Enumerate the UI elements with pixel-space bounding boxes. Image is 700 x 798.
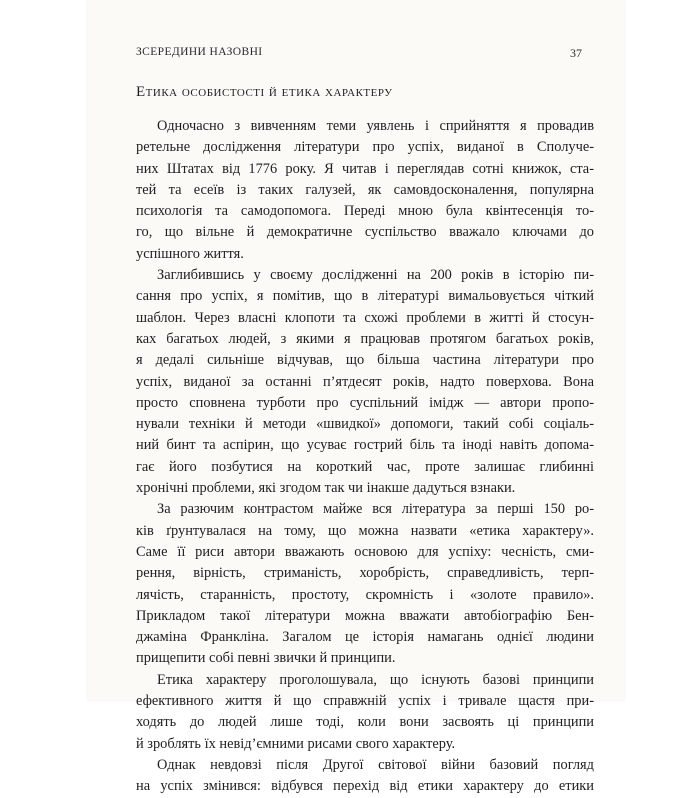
text-line: ний бинт та аспірин, що усуває гострий біль та іноді навіть допома- — [136, 437, 594, 454]
text-line: Заглибившись у своєму дослідженні на 200 років в історію пи- — [157, 267, 594, 284]
running-head — [136, 46, 582, 60]
text-line: За разючим контрастом майже вся література за перші 150 ро- — [157, 501, 594, 518]
text-line: ретельне дослідження літератури про успіх, виданої в Сполуче- — [136, 139, 594, 156]
text-line: ефективного життя й що справжній успіх і тривале щастя при- — [136, 693, 594, 710]
section-heading: Етика особистості й етика характеру — [136, 84, 393, 100]
text-line: них Штатах від 1776 року. Я читав і переглядав сотні книжок, ста- — [136, 160, 594, 177]
text-line: успішного життя. — [136, 245, 244, 262]
body-text — [136, 116, 594, 798]
text-line: прищепити собі певні звички й принципи. — [136, 650, 396, 667]
text-line: ках багатьох людей, з якими я працював протягом багатьох років, — [136, 330, 594, 347]
text-line: успіх, виданої за останні п’ятдесят років, надто поверхова. Вона — [136, 373, 594, 390]
running-head-title: ЗСЕРЕДИНИ НАЗОВНІ — [136, 46, 263, 58]
text-line: ходять до людей лише тоді, коли вони засвоять ці принципи — [136, 714, 594, 731]
text-line: Саме її риси автори вважають основою для успіху: чесність, сми- — [136, 543, 594, 560]
text-line: на успіх змінився: відбувся перехід від етики характеру до етики — [136, 778, 594, 795]
text-line: джаміна Франкліна. Загалом це історія намагань однієї людини — [136, 629, 594, 646]
text-line: рення, вірність, стриманість, хоробрість, справедливість, терп- — [136, 565, 594, 582]
text-line: нували техніки й методи «швидкої» допомоги, такий собі соціаль- — [136, 416, 594, 433]
text-line: й зроблять їх невід’ємними рисами свого характеру. — [136, 735, 456, 752]
text-line: Етика характеру проголошувала, що існують базові принципи — [157, 671, 594, 688]
page-number: 37 — [570, 46, 582, 60]
text-line: го, що вільне й демократичне суспільство вважало ключами до — [136, 224, 594, 241]
text-line: просто сповнена турботи про суспільний імідж — автори пропо- — [136, 394, 594, 411]
text-line: шаблон. Через власні клопоти та схожі проблеми в житті й стосун- — [136, 309, 594, 326]
text-line: хронічні проблеми, які згодом так чи інакше дадуться взнаки. — [136, 480, 516, 497]
text-line: тей та есеїв із таких галузей, як самовдосконалення, популярна — [136, 181, 594, 198]
text-line: Однак невдовзі після Другої світової війни базовий погляд — [157, 756, 594, 773]
text-line: психологія та самодопомога. Переді мною була квінтесенція то- — [136, 203, 594, 220]
text-line: Прикладом такої літератури можна вважати автобіографію Бен- — [136, 607, 594, 624]
text-line: лячість, старанність, простоту, скромність і «золоте правило». — [136, 586, 594, 603]
text-line: сання про успіх, я помітив, що в літературі вимальовується чіткий — [136, 288, 594, 305]
text-line: ків ґрунтувалася на тому, що можна назвати «етика характеру». — [136, 522, 594, 539]
text-line: гає його позбутися на короткий час, проте залишає глибинні — [136, 458, 594, 475]
text-line: Одночасно з вивченням теми уявлень і сприйняття я провадив — [157, 118, 594, 134]
book-page — [88, 0, 624, 795]
text-line: я дедалі сильніше відчував, що більша частина літератури про — [136, 352, 594, 369]
